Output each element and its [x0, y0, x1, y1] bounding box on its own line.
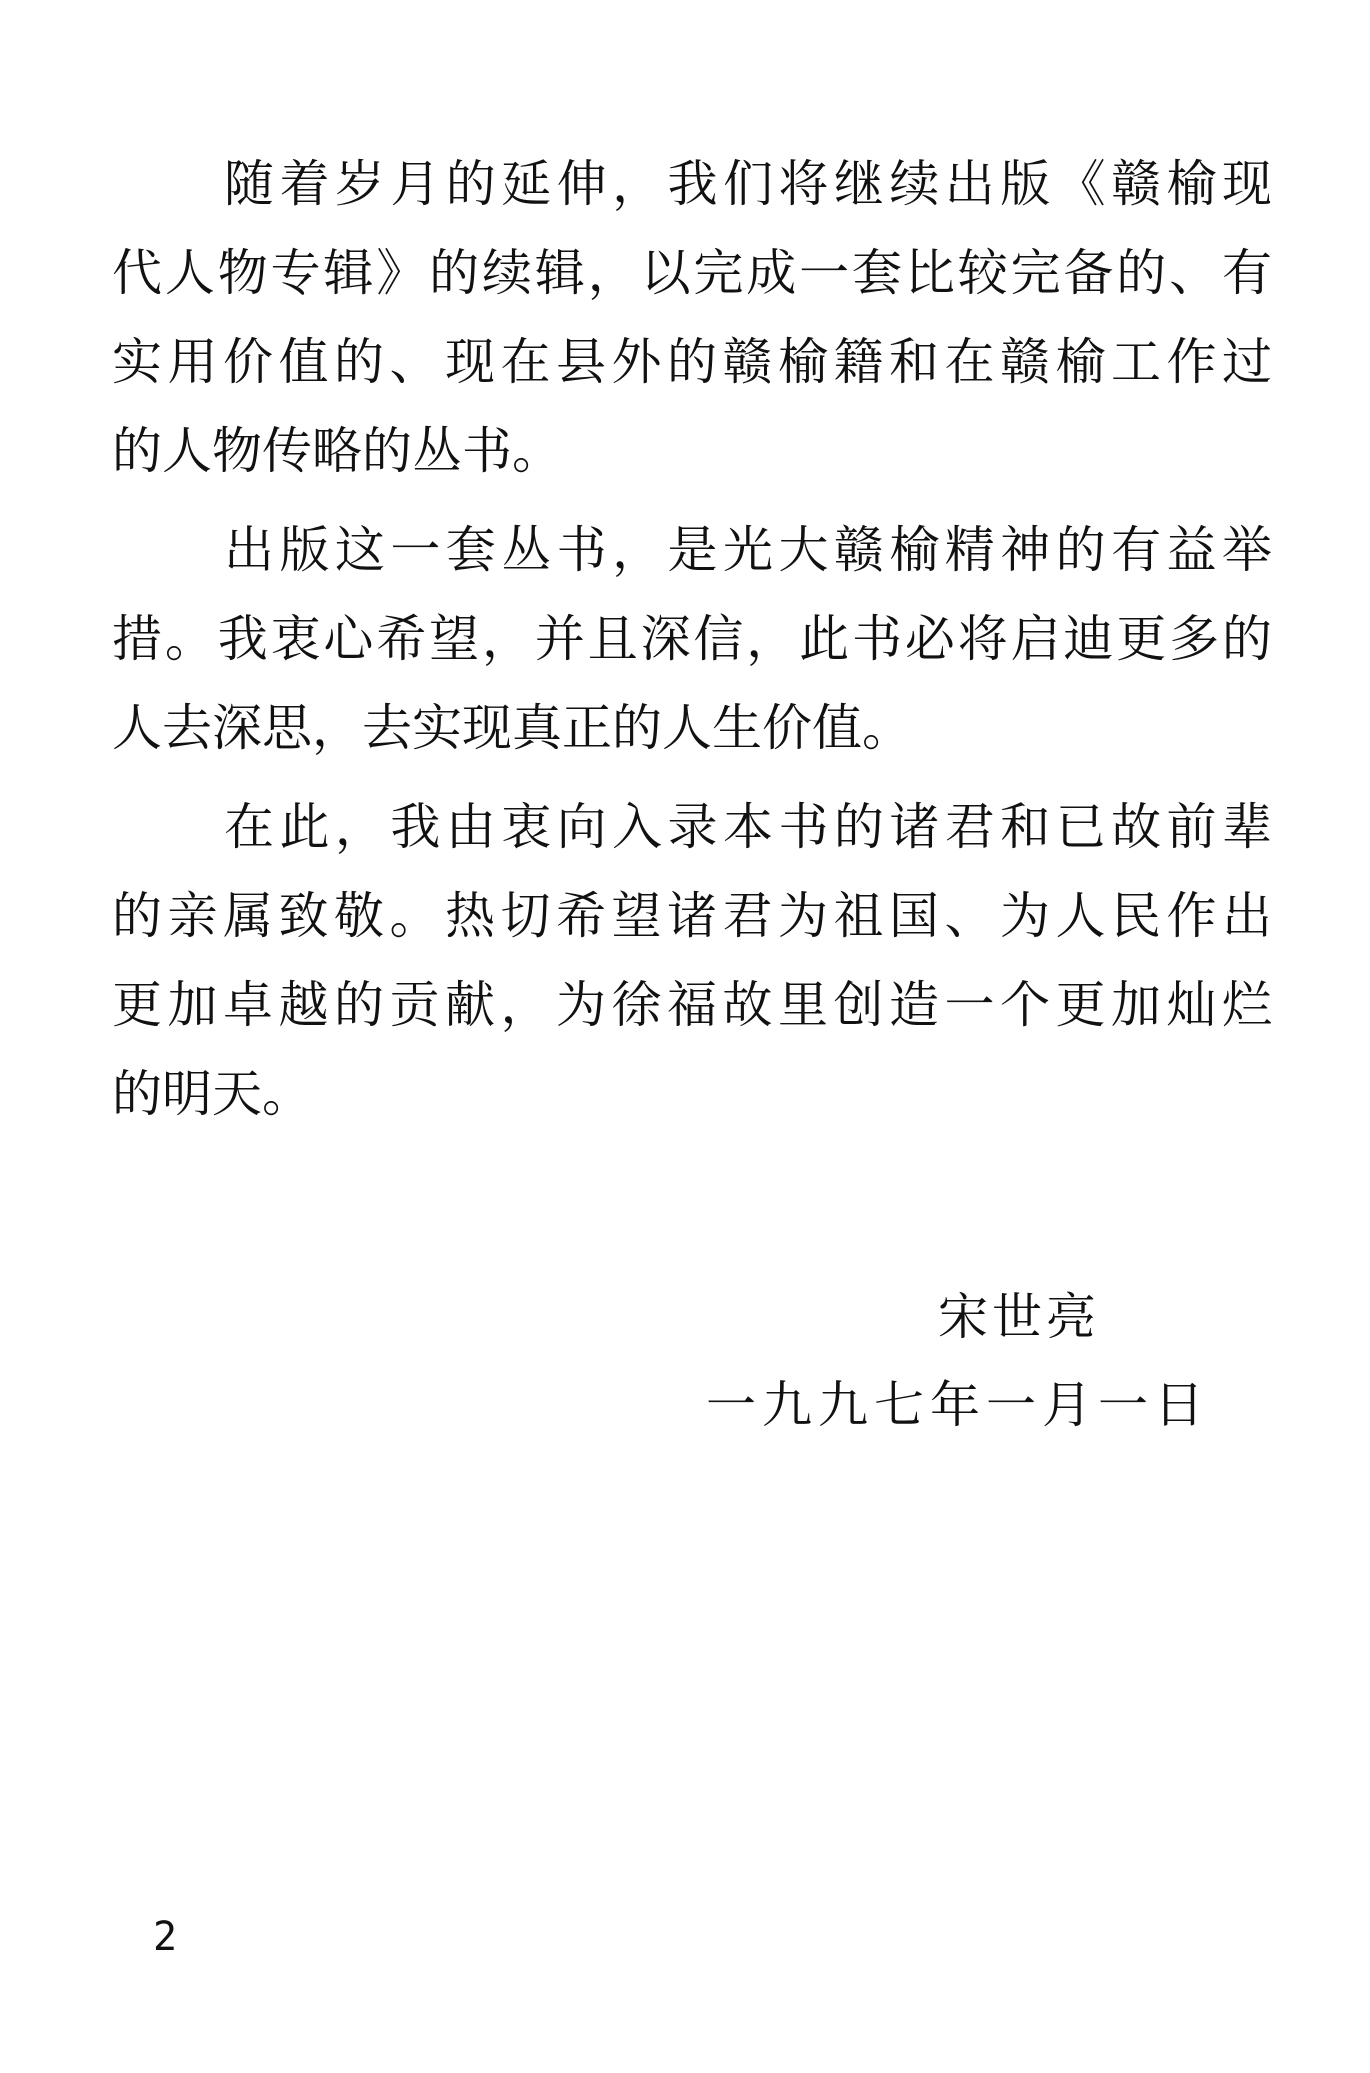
- text-line: 的人物传略的丛书。: [112, 422, 562, 480]
- text-line: 在此，我由衷向入录本书的诸君和已故前辈: [224, 798, 1272, 856]
- paragraph-1: [112, 140, 1272, 496]
- text-line: 出版这一套丛书，是光大赣榆精神的有益举: [224, 521, 1272, 579]
- text-line: 的明天。: [112, 1065, 312, 1123]
- paragraph-2: [112, 506, 1272, 773]
- page-number: 2: [153, 1914, 178, 1960]
- text-line: 措。我衷心希望，并且深信，此书必将启迪更多的: [112, 610, 1272, 668]
- text-line: 人去深思，去实现真正的人生价值。: [112, 699, 912, 757]
- text-line: 代人物专辑》的续辑，以完成一套比较完备的、有: [112, 244, 1272, 302]
- text-line: 的亲属致敬。热切希望诸君为祖国、为人民作出: [112, 887, 1272, 945]
- paragraph-3: [112, 783, 1272, 1139]
- signature-date: 一九九七年一月一日: [706, 1376, 1210, 1434]
- author-signature: 宋世亮: [938, 1288, 1100, 1346]
- text-line: 更加卓越的贡献，为徐福故里创造一个更加灿烂: [112, 976, 1272, 1034]
- text-line: 随着岁月的延伸，我们将继续出版《赣榆现: [224, 155, 1272, 213]
- text-line: 实用价值的、现在县外的赣榆籍和在赣榆工作过: [112, 333, 1272, 391]
- body-text: [112, 140, 1272, 1139]
